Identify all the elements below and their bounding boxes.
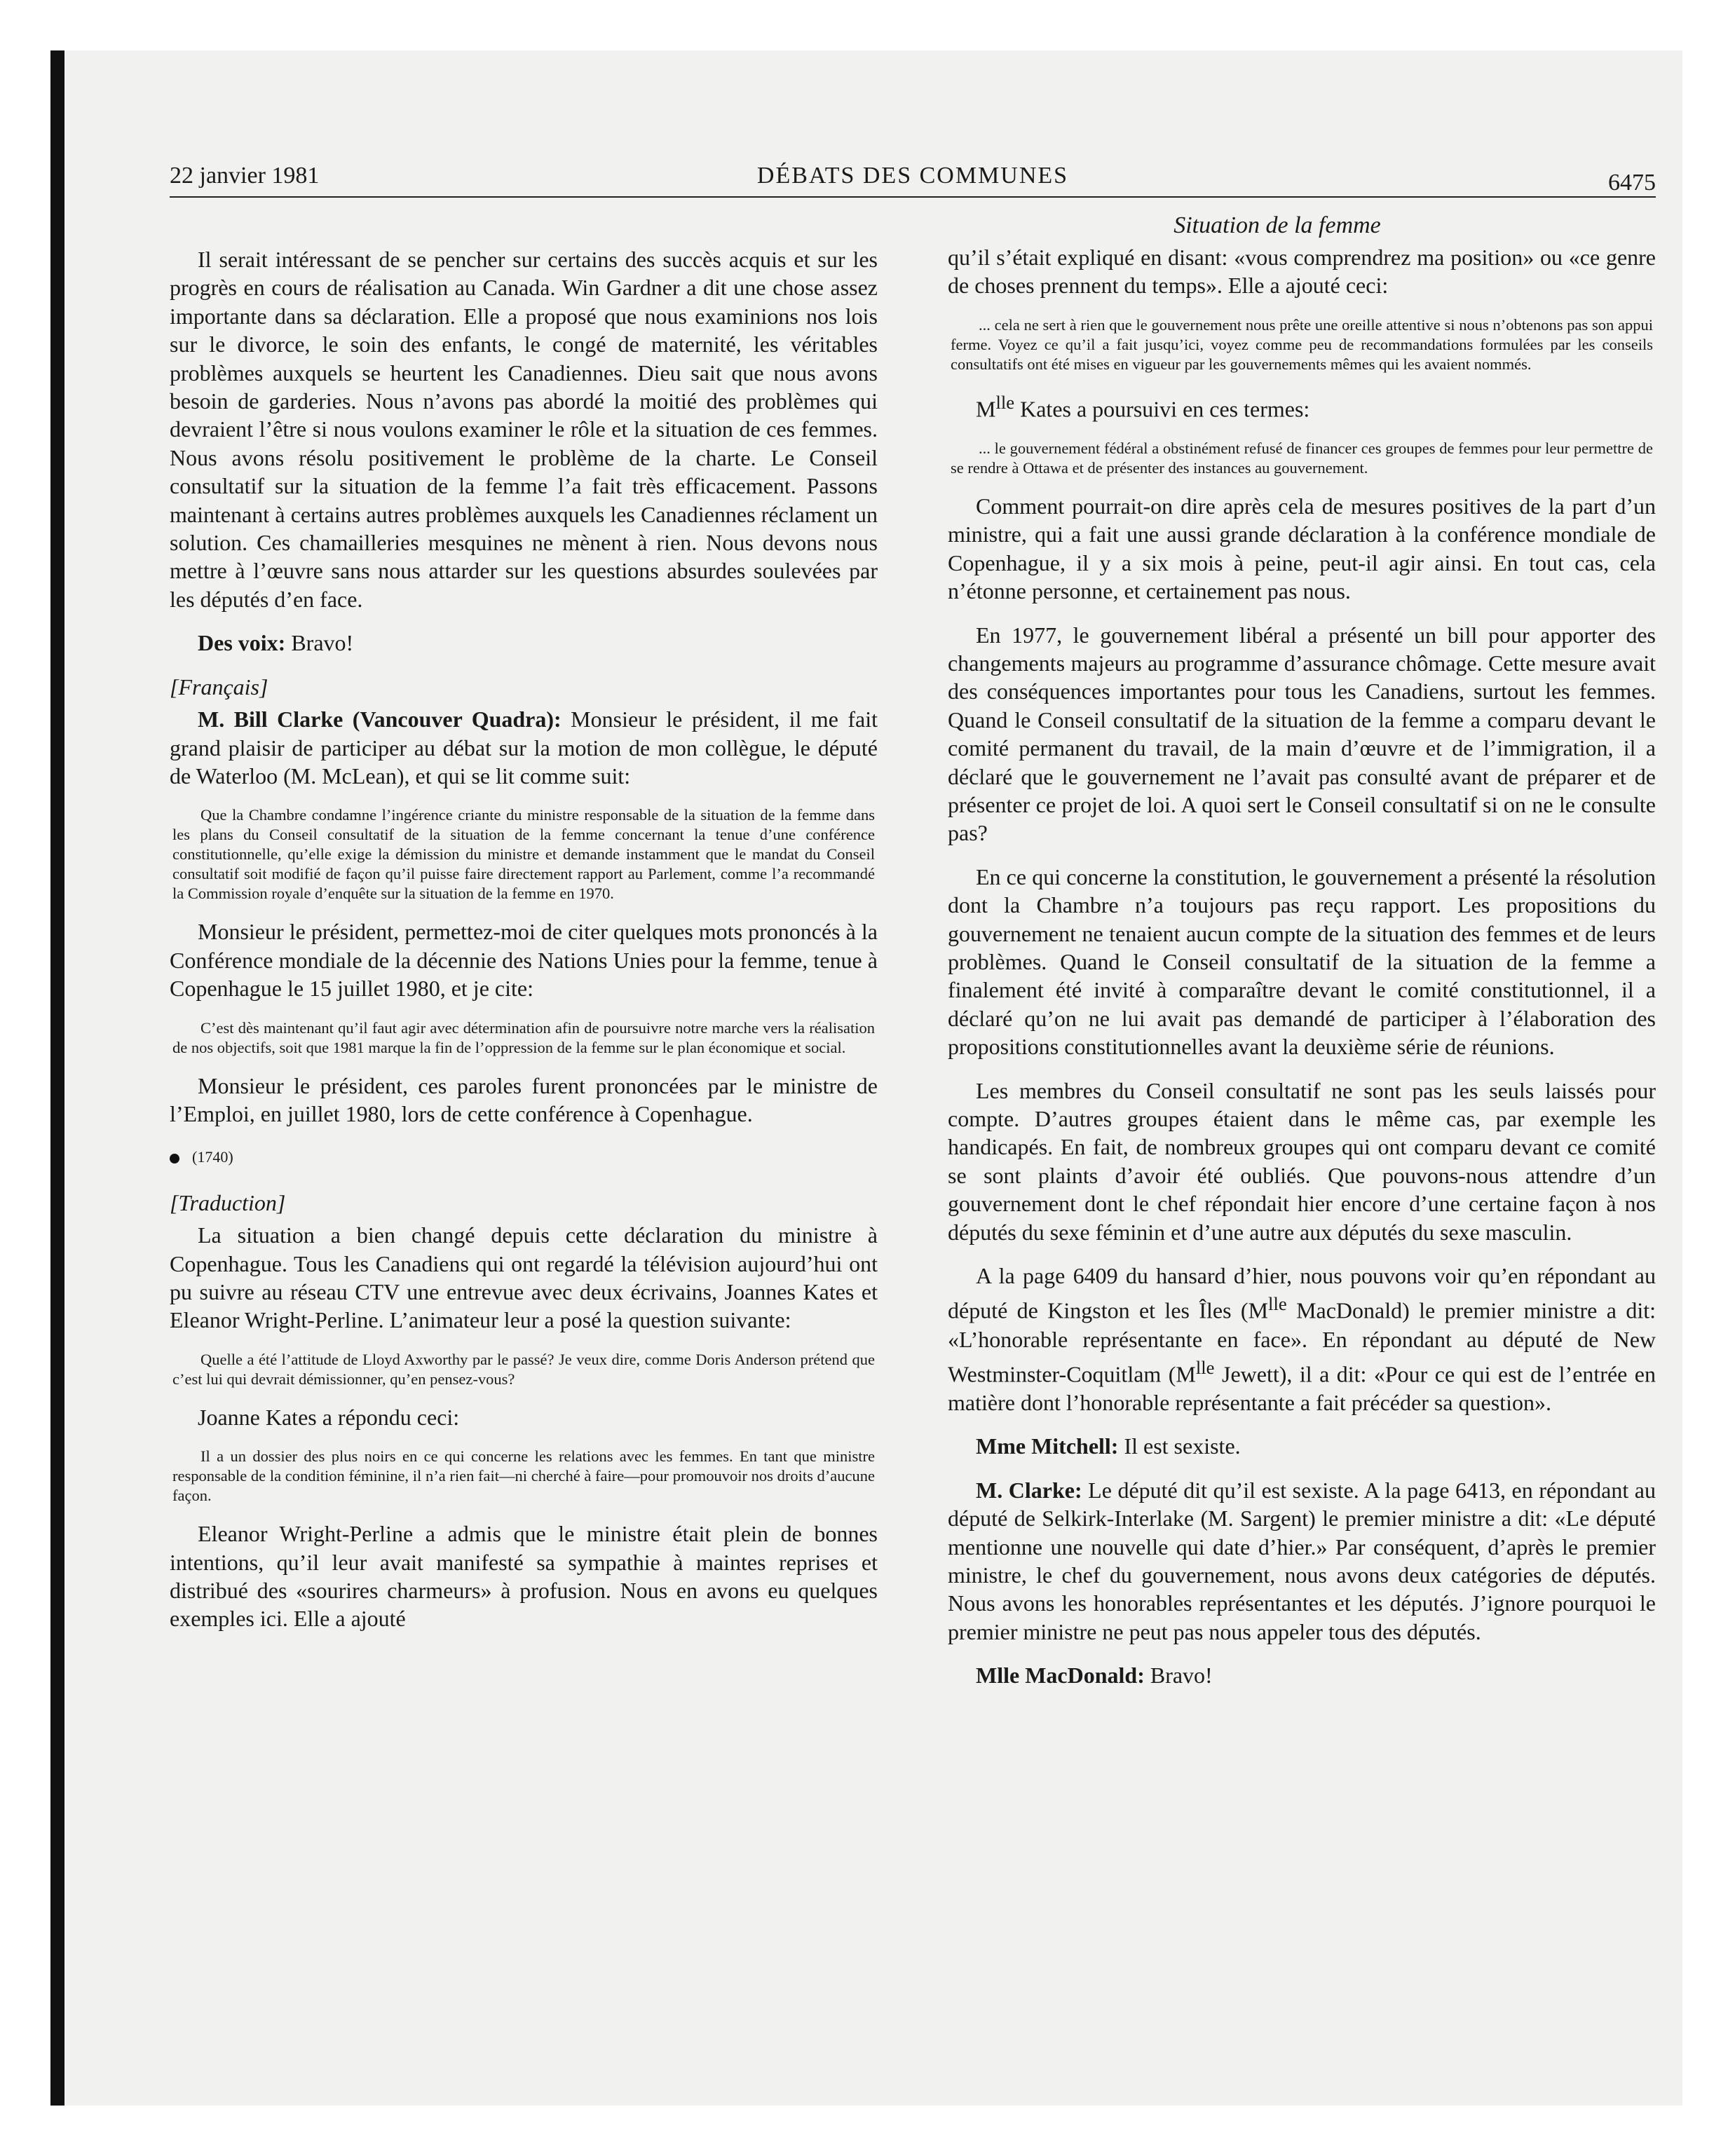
paragraph: En ce qui concerne la constitution, le gouvernement a présenté la résolution dont la Chambre n’a toujours pas reçu rapport. Les propositions du gouvernement ne tenaient aucun compte de la situation des femmes et de leurs problèmes. Quand le Conseil consultatif de la situation de la femme a finalement été invité à comparaître devant le comité constitutionnel, il a déclaré qu’on ne lui avait pas demandé de participer à l’élaboration des propositions constitutionnelles avant la deuxième série de réunions. bbox=[948, 864, 1656, 1060]
quotation: Il a un dossier des plus noirs en ce qui concerne les relations avec les femmes. En tant que ministre responsable de la condition féminine, il n’a rien fait—ni cherché à faire—pour promouvoir nos droits d’aucune façon. bbox=[172, 1447, 875, 1505]
header-date: 22 janvier 1981 bbox=[170, 163, 320, 189]
speaker-paragraph bbox=[170, 705, 878, 790]
speech-text: Monsieur le président, il me fait grand plaisir de participer au débat sur la motion de mon collègue, le député de Waterloo (M. McLean), et qui se lit comme suit: bbox=[170, 707, 878, 789]
language-marker: [Traduction] bbox=[170, 1189, 286, 1215]
paragraph: Monsieur le président, ces paroles furent prononcées par le ministre de l’Emploi, en juillet 1980, lors de cette conférence à Copenhague. bbox=[170, 1072, 878, 1126]
paragraph: Les membres du Conseil consultatif ne sont pas les seuls laissés pour compte. D’autres groupes étaient dans le même cas, par exemple les handicapés. En fait, de nombreux groupes qui ont comparu devant ce comité se sont plaints d’avoir été oubliés. Que pouvons-nous attendre d’un gouvernement dont le chef répondait hier encore d’une certaine façon à nos députés du sexe féminin et d’une autre aux députés du sexe masculin. bbox=[948, 1077, 1656, 1245]
quotation: Quelle a été l’attitude de Lloyd Axworthy par le passé? Je veux dire, comme Doris Anderson prétend que c’est lui qui devrait démissionner, qu’en pensez-vous? bbox=[172, 1350, 875, 1388]
time-marker bbox=[170, 1143, 878, 1171]
page-content bbox=[170, 154, 1656, 1688]
left-column bbox=[170, 245, 878, 1649]
page-number: 6475 bbox=[1608, 170, 1656, 196]
paragraph: Eleanor Wright-Perline a admis que le ministre était plein de bonnes intentions, qu’il leur avait manifesté sa sympathie à maintes reprises et distribué des «sourires charmeurs» à profusion. Nous en avons eu quelques exemples ici. Elle a ajouté bbox=[170, 1521, 878, 1632]
paragraph: Monsieur le président, permettez-moi de citer quelques mots prononcés à la Conférence mondiale de la décennie des Nations Unies pour la femme, tenue à Copenhague le 15 juillet 1980, et je cite: bbox=[170, 919, 878, 1002]
speaker-paragraph bbox=[948, 1661, 1656, 1689]
time-marker-text: (1740) bbox=[192, 1148, 233, 1166]
bullet-icon bbox=[170, 1154, 179, 1164]
speech-text: Bravo! bbox=[1144, 1663, 1213, 1688]
paragraph: Comment pourrait-on dire après cela de mesures positives de la part d’un ministre, qui a fait une aussi grande déclaration à la conférence mondiale de Copenhague, il y a six mois à peine, peut-il agir ainsi. En tout cas, cela n’étonne personne, et certainement pas nous. bbox=[948, 493, 1656, 604]
paragraph bbox=[948, 388, 1656, 423]
paragraph: Joanne Kates a répondu ceci: bbox=[198, 1404, 460, 1430]
title-prefix: M bbox=[976, 396, 996, 422]
section-subheading: Situation de la femme bbox=[1173, 212, 1381, 238]
speaker-name: M. Clarke: bbox=[976, 1477, 1082, 1503]
paragraph: En 1977, le gouvernement libéral a présenté un bill pour apporter des changements majeurs au programme d’assurance chômage. Cette mesure avait des conséquences importantes pour tous les Canadiens, surtout les femmes. Quand le Conseil consultatif de la situation de la femme a comparu devant le comité permanent du travail, de la main d’œuvre et de l’immigration, il a déclaré que le gouvernement ne l’avait pas consulté avant de préparer et de présenter ce projet de loi. A quoi sert le Conseil consultatif si on ne le consulte pas? bbox=[948, 622, 1656, 846]
speech-text: Bravo! bbox=[285, 630, 354, 656]
speaker-name: M. Bill Clarke (Vancouver Quadra): bbox=[198, 707, 562, 732]
speaker-name: Mme Mitchell: bbox=[976, 1433, 1119, 1459]
paragraph: Il serait intéressant de se pencher sur certains des succès acquis et sur les progrès en cours de réalisation au Canada. Win Gardner a dit une chose assez importante dans sa déclaration. Elle a proposé que nous examinions nos lois sur le divorce, le soin des enfants, le congé de maternité, les véritables problèmes auxquels se heurtent les Canadiennes. Dieu sait que nous avons besoin de garderies. Nous n’avons pas abordé la moitié des problèmes qui devraient l’être si nous voulons examiner le rôle et la situation de ces femmes. Nous avons résolu positivement le problème de la charte. Le Conseil consultatif sur la situation de la femme l’a fait très efficacement. Passons maintenant à certains autres problèmes auxquels les Canadiennes réclament un solution. Ces chamailleries mesquines ne mènent à rien. Nous devons nous mettre à l’œuvre sans nous attarder sur les questions absurdes soulevées par les députés d’en face. bbox=[170, 247, 878, 612]
header-title: DÉBATS DES COMMUNES bbox=[756, 163, 1069, 189]
page-header bbox=[170, 154, 1656, 198]
paragraph: La situation a bien changé depuis cette déclaration du ministre à Copenhague. Tous les Canadiens qui ont regardé la télévision aujourd’hui ont pu suivre au réseau CTV une entrevue avec deux écrivains, Joannes Kates et Eleanor Wright-Perline. L’animateur leur a posé la question suivante: bbox=[170, 1222, 878, 1333]
paragraph-text: MacDonald) le premier ministre a dit: «L’honorable représentante en face». En répondant au député de New Westminster-Coquitlam (M bbox=[948, 1298, 1656, 1387]
scanned-page bbox=[50, 50, 1682, 2106]
quotation: ... le gouvernement fédéral a obstinément refusé de financer ces groupes de femmes pour leur permettre de se rendre à Ottawa et de présenter des instances au gouvernement. bbox=[951, 439, 1653, 477]
speaker-paragraph bbox=[948, 1432, 1656, 1460]
title-superscript: lle bbox=[995, 391, 1015, 413]
scan-edge-bar bbox=[50, 50, 64, 2106]
language-marker: [Français] bbox=[170, 674, 268, 700]
paragraph-text: A la page 6409 du hansard d’hier, nous pouvons voir qu’en répondant au député de Kingston et les Îles (M bbox=[948, 1263, 1656, 1324]
paragraph bbox=[948, 1262, 1656, 1417]
paragraph: qu’il s’était expliqué en disant: «vous comprendrez ma position» ou «ce genre de choses prennent du temps». Elle a ajouté ceci: bbox=[948, 245, 1656, 299]
speaker-paragraph bbox=[948, 1476, 1656, 1646]
speech-text: Il est sexiste. bbox=[1118, 1433, 1241, 1459]
quotation: Que la Chambre condamne l’ingérence criante du ministre responsable de la situation de la femme dans les plans du Conseil consultatif de la situation de la femme concernant la tenue d’une conférence constitutionnelle, qu’elle exige la démission du ministre et demande instamment que le mandat du Conseil consultatif soit modifié de façon qu’il puisse faire directement rapport au Parlement, comme l’a recommandé la Commission royale d’enquête sur la situation de la femme en 1970. bbox=[172, 806, 875, 903]
title-superscript: lle bbox=[1268, 1293, 1287, 1315]
speaker-name: Mlle MacDonald: bbox=[976, 1663, 1145, 1688]
quotation: ... cela ne sert à rien que le gouvernement nous prête une oreille attentive si nous n’obtenons pas son appui ferme. Voyez ce qu’il a fait jusqu’ici, voyez comme peu de recommandations formulées par les conseils consultatifs ont été mises en vigueur par les gouvernements mêmes qui les avaient nommés. bbox=[951, 315, 1653, 373]
title-superscript: lle bbox=[1195, 1356, 1215, 1378]
speaker-paragraph bbox=[170, 629, 878, 657]
right-column bbox=[948, 243, 1656, 1705]
paragraph-text: Jewett), il a dit: «Pour ce qui est de l’entrée en matière dont l’honorable représentante a fait précéder sa question». bbox=[948, 1361, 1656, 1415]
speech-text: Le député dit qu’il est sexiste. A la page 6413, en répondant au député de Selkirk-Interlake (M. Sargent) le premier ministre a dit: «Le député mentionne une nouvelle qui date d’hier.» Par conséquent, d’après le premier ministre, le chef du gouvernement, nous avons deux catégories de députés. Nous avons les honorables représentantes et les députés. J’ignore pourquoi le premier ministre ne peut pas nous appeler tous des députés. bbox=[948, 1477, 1656, 1644]
paragraph-text: Kates a poursuivi en ces termes: bbox=[1014, 396, 1310, 422]
speaker-name: Des voix: bbox=[198, 630, 286, 656]
quotation: C’est dès maintenant qu’il faut agir avec détermination afin de poursuivre notre marche vers la réalisation de nos objectifs, soit que 1981 marque la fin de l’oppression de la femme sur le plan économique et social. bbox=[172, 1018, 875, 1056]
